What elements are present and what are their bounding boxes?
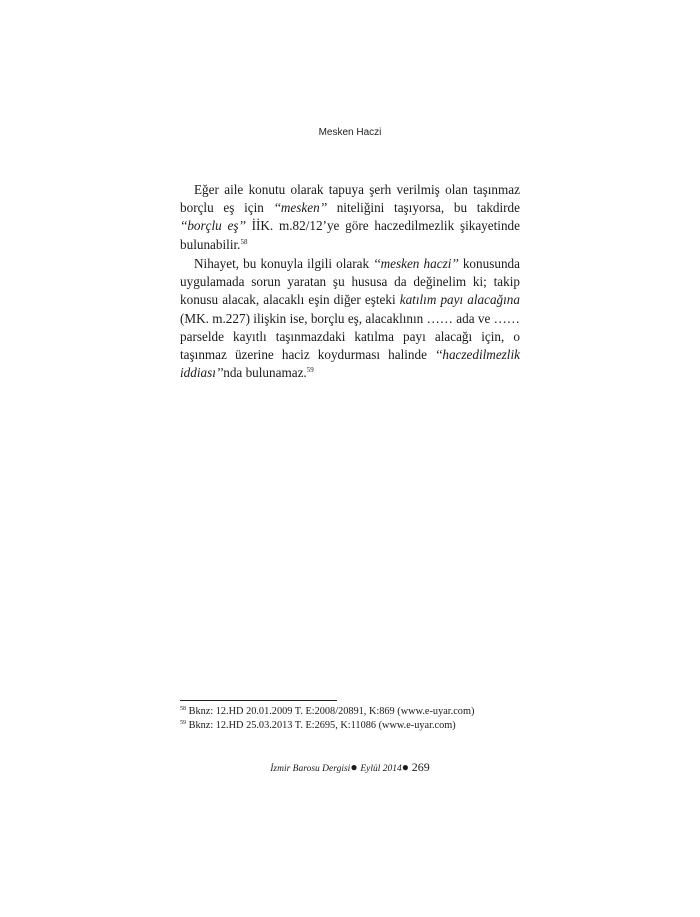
paragraph-1 xyxy=(180,181,520,254)
footnote-number: 59 xyxy=(180,719,186,726)
text-run: niteliğini taşıyorsa, bu takdirde xyxy=(327,200,521,216)
italic-text: ‘‘mesken haczi’’ xyxy=(373,256,459,271)
text-run: Nihayet, bu konuyla ilgili olarak xyxy=(194,256,374,271)
italic-text: ‘‘haczedilmezlik iddiası’’ xyxy=(180,347,520,381)
italic-text: ‘‘mesken’’ xyxy=(273,200,328,216)
paragraph-1-text xyxy=(180,181,520,254)
text-run: (MK. m.227) ilişkin ise, borçlu eş, alacaklının …… ada ve …… parselde kayıtlı taşınmazdaki katılma payı alacağı için, o taşınmaz üzerine haciz koydurması halinde xyxy=(180,310,520,363)
footnote-58 xyxy=(180,705,540,719)
text-run: nda bulunamaz. xyxy=(223,365,307,381)
paragraph-2 xyxy=(180,255,520,382)
footnotes xyxy=(180,705,540,733)
page-number: 269 xyxy=(411,760,430,774)
text-run: konusunda uygulamada sorun yaratan şu hususa da değinelim ki; takip konusu alacak, alacaklı eşin diğer eşteki xyxy=(180,256,520,308)
separator-dot: ● xyxy=(401,760,409,774)
footnote-59 xyxy=(180,719,540,733)
page-footer xyxy=(0,760,700,775)
text-run: Eğer aile konutu olarak tapuya şerh verilmiş olan taşınmaz borçlu eş için xyxy=(180,182,520,216)
paragraph-2-text xyxy=(180,255,520,382)
footnote-rule xyxy=(180,700,337,701)
italic-text: ‘‘borçlu eş’’ xyxy=(180,218,246,234)
running-header: Mesken Haczi xyxy=(318,127,382,138)
footnote-ref: 58 xyxy=(240,237,248,246)
footnote-ref: 59 xyxy=(306,366,314,375)
footnote-text: Bknz: 12.HD 20.01.2009 T. E:2008/20891, K:869 (www.e-uyar.com) xyxy=(188,706,475,717)
text-run: İİK. m.82/12’ye göre haczedilmezlik şikayetinde bulunabilir. xyxy=(180,218,520,252)
italic-text: katılım payı alacağına xyxy=(399,292,520,308)
footnote-text: Bknz: 12.HD 25.03.2013 T. E:2695, K:11086 (www.e-uyar.com) xyxy=(188,719,456,731)
separator-dot: ● xyxy=(350,760,358,774)
issue-date: Eylül 2014 xyxy=(360,764,402,774)
footnote-number: 58 xyxy=(180,706,186,712)
journal-name: İzmir Barosu Dergisi xyxy=(270,764,351,774)
